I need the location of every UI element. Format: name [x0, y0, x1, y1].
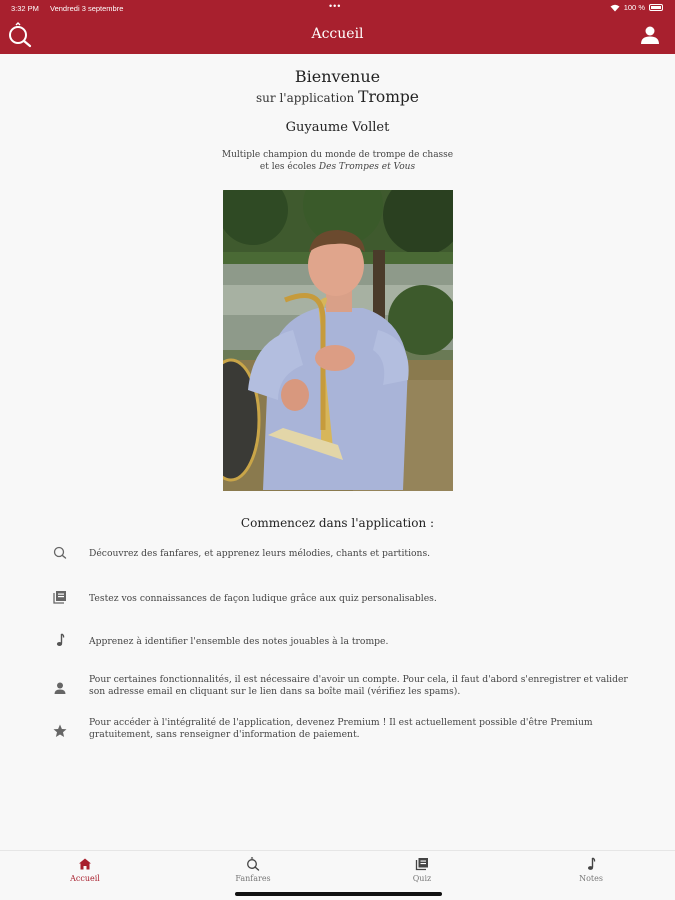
tagline-prefix: et les écoles: [259, 162, 317, 172]
home-icon: [78, 857, 92, 871]
tab-label: Notes: [579, 874, 603, 883]
feature-text: Pour certaines fonctionnalités, il est nécessaire d'avoir un compte. Pour cela, il faut d'abord s'enregistrer et valider son adresse email en cliquant sur le lien dans sa boîte mail (vérifiez les spams).: [89, 674, 628, 697]
school-name: Des Trompes et Vous: [318, 162, 416, 172]
battery-percent: 100 %: [623, 3, 645, 12]
battery-icon: [649, 4, 663, 11]
multitask-dots[interactable]: •••: [329, 1, 342, 11]
tagline-line-1: Multiple champion du monde de trompe de chasse: [221, 150, 454, 160]
tab-label: Quiz: [412, 874, 432, 883]
home-indicator[interactable]: [235, 892, 442, 896]
tab-accueil[interactable]: [45, 857, 125, 883]
user-icon[interactable]: [639, 24, 661, 46]
quiz-icon: [415, 857, 429, 871]
tab-notes[interactable]: [551, 857, 631, 883]
welcome-subtitle: [0, 88, 675, 106]
subtitle-prefix: sur l'application: [256, 91, 355, 105]
tab-label: Accueil: [70, 874, 100, 883]
status-date: Vendredi 3 septembre: [50, 4, 124, 13]
tab-quiz[interactable]: [382, 857, 462, 883]
feature-text: Découvrez des fanfares, et apprenez leurs mélodies, chants et partitions.: [89, 548, 431, 559]
main-content: [0, 54, 675, 850]
search-icon: [52, 544, 68, 560]
search-icon: [246, 857, 260, 871]
person-icon: [52, 680, 68, 696]
star-icon: [52, 723, 68, 739]
wifi-icon: [610, 4, 620, 12]
music-note-icon: [584, 857, 598, 871]
top-nav-bar: [0, 16, 675, 54]
status-time: 3:32 PM: [11, 4, 39, 13]
tab-label: Fanfares: [235, 874, 271, 883]
status-bar: [0, 0, 675, 16]
person-name: Guyaume Vollet: [285, 120, 390, 135]
page-title: Accueil: [311, 26, 364, 42]
quiz-icon: [52, 589, 68, 605]
person-tagline: [0, 149, 675, 173]
feature-text: Pour accéder à l'intégralité de l'application, devenez Premium ! Il est actuellement possible d'être Premium gratuitement, sans renseigner d'information de paiement.: [89, 717, 593, 740]
tab-fanfares[interactable]: [213, 857, 293, 883]
music-note-icon: [52, 632, 68, 648]
app-name: Trompe: [358, 88, 419, 106]
status-right: [610, 3, 663, 12]
portrait-photo: [223, 190, 453, 491]
tagline-line-2: [0, 161, 675, 173]
feature-text: Testez vos connaissances de façon ludique grâce aux quiz personalisables.: [89, 593, 437, 604]
start-heading: Commencez dans l'application :: [240, 516, 435, 530]
feature-text: Apprenez à identifier l'ensemble des notes jouables à la trompe.: [89, 636, 389, 647]
welcome-title: Bienvenue: [294, 67, 381, 86]
